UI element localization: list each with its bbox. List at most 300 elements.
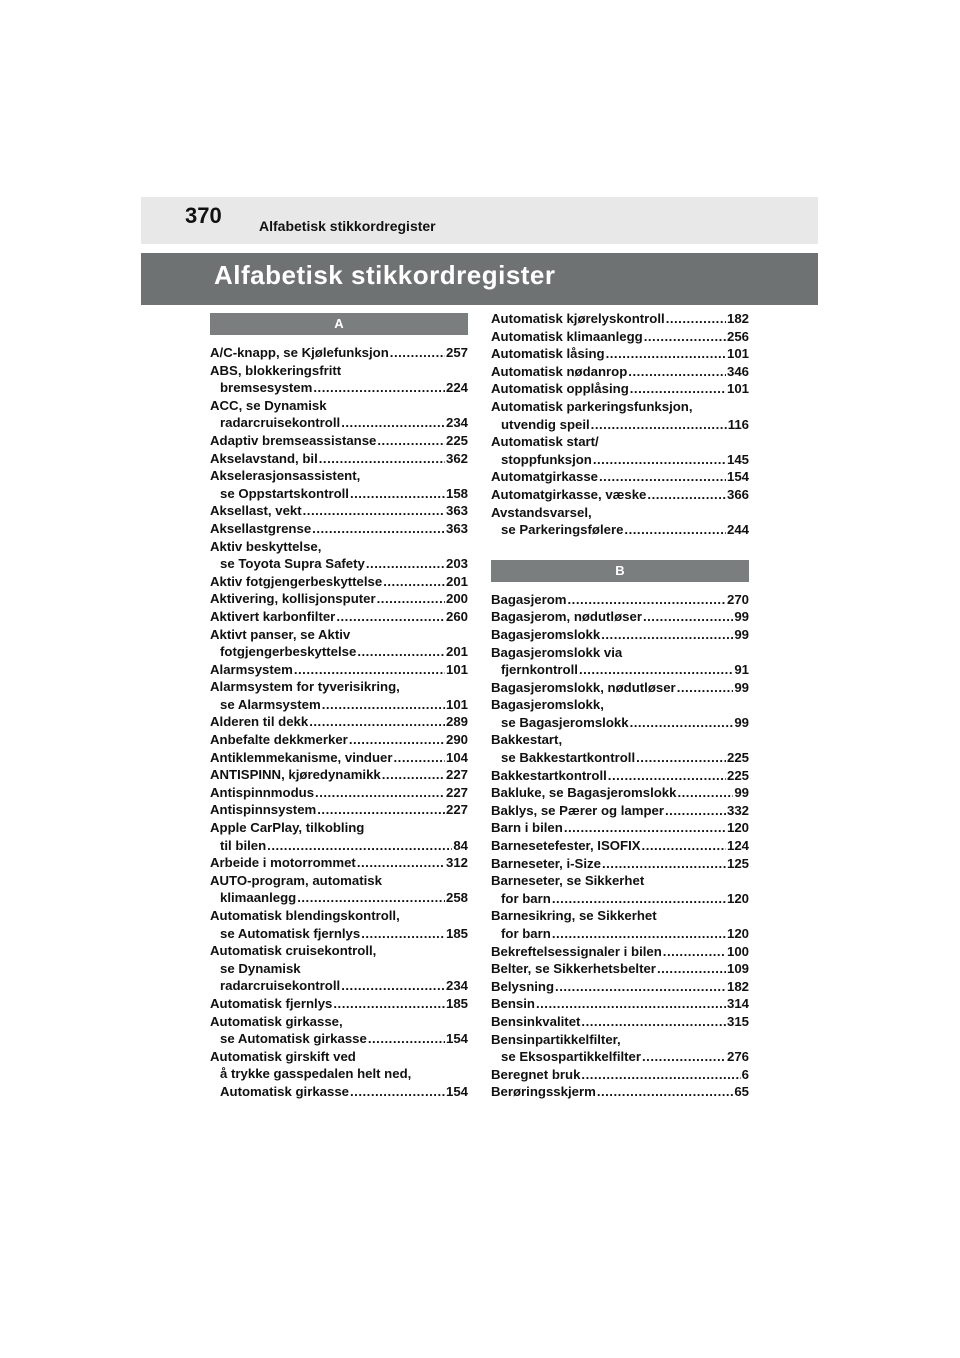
dot-leader xyxy=(336,608,445,626)
index-entry-term xyxy=(491,626,749,644)
index-page-number: 366 xyxy=(726,486,749,502)
index-page-number: 116 xyxy=(727,416,749,432)
index-entry-text: fjernkontroll xyxy=(501,662,578,678)
index-entry-term xyxy=(491,486,749,504)
index-entry-continuation xyxy=(210,925,468,943)
index-entry-text: se Toyota Supra Safety xyxy=(220,556,365,572)
index-entry-text: klimaanlegg xyxy=(220,890,297,906)
title-band xyxy=(141,253,818,305)
dot-leader xyxy=(322,696,445,714)
dot-leader xyxy=(602,855,726,873)
index-entry-term xyxy=(491,943,749,961)
index-page-number: 158 xyxy=(445,485,468,501)
index-entry-text: Automatisk nødanrop xyxy=(491,363,628,379)
index-entry-continuation xyxy=(210,889,468,907)
index-entry-text: radarcruisekontroll xyxy=(220,415,341,431)
index-entry-term xyxy=(491,1066,749,1084)
index-page-number: 270 xyxy=(726,591,749,607)
dot-leader xyxy=(630,380,726,398)
index-entry-term xyxy=(491,907,749,925)
index-entry-term xyxy=(491,644,749,662)
dot-leader xyxy=(624,521,726,539)
index-entry xyxy=(491,995,749,1013)
index-entry-continuation xyxy=(491,661,749,679)
index-page-number: 101 xyxy=(445,661,468,677)
index-entry-text: Beregnet bruk xyxy=(491,1066,581,1082)
index-entry xyxy=(210,626,468,661)
index-entry-term xyxy=(210,749,468,767)
dot-leader xyxy=(366,555,445,573)
index-entry-text: se Parkeringsfølere xyxy=(501,522,624,538)
index-entry-term xyxy=(491,1083,749,1101)
index-page-number: 65 xyxy=(734,1084,749,1100)
index-entry-text: utvendig speil xyxy=(501,416,590,432)
index-entry-term xyxy=(491,872,749,890)
dot-leader xyxy=(657,960,726,978)
dot-leader xyxy=(357,643,445,661)
index-page-number: 120 xyxy=(726,926,749,941)
index-entry-text: for barn xyxy=(501,926,551,941)
index-entry-continuation xyxy=(491,749,749,767)
index-entry xyxy=(491,907,749,942)
index-page-number: 258 xyxy=(445,890,468,906)
index-entry xyxy=(210,573,468,591)
index-entry-term xyxy=(491,1013,749,1031)
index-entry-text: Antiklemmekanisme, vinduer xyxy=(210,749,393,765)
index-page-number: 276 xyxy=(726,1049,749,1065)
index-entry xyxy=(210,713,468,731)
page-number: 370 xyxy=(185,203,222,228)
index-entry-text: se Dynamisk xyxy=(220,960,301,976)
index-page-number: 109 xyxy=(726,961,749,977)
index-entry xyxy=(210,784,468,802)
index-entry-text: Akselavstand, bil xyxy=(210,450,318,466)
index-entry xyxy=(491,608,749,626)
index-entry-text: se Alarmsystem xyxy=(220,696,321,712)
index-entry xyxy=(491,767,749,785)
dot-leader xyxy=(601,626,733,644)
index-entry-text: ACC, se Dynamisk xyxy=(210,397,327,413)
index-entry-text: Alarmsystem xyxy=(210,661,293,677)
dot-leader xyxy=(383,573,445,591)
index-entry xyxy=(210,450,468,468)
index-entry-term xyxy=(491,468,749,486)
index-entry-term xyxy=(491,731,749,749)
index-page-number: 234 xyxy=(445,415,468,431)
index-entry-text: Automatgirkasse xyxy=(491,469,599,485)
index-entry-term xyxy=(210,907,468,925)
index-entry-term xyxy=(210,995,468,1013)
index-page-number: 101 xyxy=(445,696,468,712)
index-entry-continuation xyxy=(210,379,468,397)
index-entry-term xyxy=(491,380,749,398)
index-page-number: 101 xyxy=(726,381,749,397)
index-entry xyxy=(210,995,468,1013)
index-entry-text: Baklys, se Pærer og lamper xyxy=(491,802,664,818)
index-entry-term xyxy=(210,397,468,415)
dot-leader xyxy=(677,679,734,697)
index-entry xyxy=(491,819,749,837)
running-header xyxy=(141,197,818,244)
index-entry-term xyxy=(210,432,468,450)
index-page-number: 154 xyxy=(726,469,749,485)
index-entry-text: til bilen xyxy=(220,837,267,853)
index-entry-continuation xyxy=(210,1083,468,1101)
index-page-number: 84 xyxy=(453,837,468,853)
index-entry-term xyxy=(491,591,749,609)
index-entry xyxy=(491,679,749,697)
index-entry-continuation xyxy=(210,555,468,573)
dot-leader xyxy=(349,731,445,749)
index-entry xyxy=(210,819,468,854)
index-entry xyxy=(210,661,468,679)
index-entry-continuation xyxy=(210,977,468,995)
index-entry-term xyxy=(210,538,468,556)
index-page-number: 256 xyxy=(726,328,749,344)
index-page-number: 200 xyxy=(445,591,468,607)
index-entry-term xyxy=(491,433,749,451)
index-entry xyxy=(210,766,468,784)
index-entry-text: Barneseter, i-Size xyxy=(491,855,601,871)
index-entry-text: Bagasjerom xyxy=(491,591,567,607)
index-entry-text: Adaptiv bremseassistanse xyxy=(210,432,377,448)
index-entry xyxy=(491,345,749,363)
index-entry-continuation xyxy=(210,643,468,661)
index-page-number: 314 xyxy=(726,996,749,1012)
index-column-right xyxy=(491,310,749,1101)
index-entry xyxy=(491,626,749,644)
index-entry xyxy=(210,872,468,907)
index-entry-text: Automatisk girskift ved xyxy=(210,1048,356,1064)
index-page-number: 227 xyxy=(445,784,468,800)
index-entry-continuation xyxy=(210,696,468,714)
index-entry-term xyxy=(491,978,749,996)
dot-leader xyxy=(309,713,445,731)
index-entry-continuation xyxy=(210,485,468,503)
index-entry-text: se Oppstartskontroll xyxy=(220,485,349,501)
dot-leader xyxy=(666,310,726,328)
dot-leader xyxy=(643,608,733,626)
index-entry-term xyxy=(491,696,749,714)
index-entry-text: stoppfunksjon xyxy=(501,451,592,467)
dot-leader xyxy=(368,1030,445,1048)
index-entry xyxy=(210,362,468,397)
index-entry-term xyxy=(210,626,468,644)
index-entry-term xyxy=(210,713,468,731)
index-entry-continuation xyxy=(210,837,468,855)
index-page-number: 225 xyxy=(726,767,749,783)
index-entry-term xyxy=(210,1013,468,1031)
dot-leader xyxy=(382,766,445,784)
dot-leader xyxy=(642,837,726,855)
index-page-number: 244 xyxy=(726,522,749,538)
index-entry-text: Automatisk parkeringsfunksjon, xyxy=(491,398,693,414)
dot-leader xyxy=(341,977,445,995)
dot-leader xyxy=(361,925,445,943)
index-page-number: 99 xyxy=(734,785,749,801)
index-page-number: 362 xyxy=(445,450,468,466)
index-page-number: 363 xyxy=(445,503,468,519)
index-entry-continuation xyxy=(491,416,749,434)
index-entry-term xyxy=(491,310,749,328)
index-page-number: 6 xyxy=(741,1066,749,1082)
index-entry-text: Automatisk girkasse, xyxy=(210,1013,343,1029)
dot-leader xyxy=(390,344,445,362)
index-entry-continuation xyxy=(491,451,749,469)
index-entry xyxy=(210,678,468,713)
dot-leader xyxy=(294,661,445,679)
index-page-number: 315 xyxy=(726,1013,749,1029)
index-page-number: 203 xyxy=(445,556,468,572)
index-entry-term xyxy=(491,995,749,1013)
index-entry-text: Aktiv beskyttelse, xyxy=(210,538,322,554)
index-entry-term xyxy=(210,819,468,837)
index-entry-term xyxy=(210,678,468,696)
index-page-number: 182 xyxy=(726,311,749,326)
index-entry-term xyxy=(210,450,468,468)
dot-leader xyxy=(536,995,726,1013)
index-entry-text: Automatisk start/ xyxy=(491,434,599,450)
index-page-number: 346 xyxy=(726,363,749,379)
dot-leader xyxy=(665,802,726,820)
index-entry xyxy=(210,1048,468,1101)
index-entry-term xyxy=(491,679,749,697)
index-entry-term xyxy=(210,502,468,520)
dot-leader xyxy=(315,784,445,802)
index-page-number: 185 xyxy=(445,995,468,1011)
dot-leader xyxy=(317,801,445,819)
index-entry xyxy=(210,608,468,626)
index-entry-text: bremsesystem xyxy=(220,380,313,396)
index-entry-text: Bagasjerom, nødutløser xyxy=(491,609,642,625)
index-page-number: 260 xyxy=(445,608,468,624)
index-entry xyxy=(491,328,749,346)
dot-leader xyxy=(636,749,726,767)
index-entry-term xyxy=(210,608,468,626)
index-page-number: 100 xyxy=(726,943,749,959)
index-entry-term xyxy=(210,784,468,802)
dot-leader xyxy=(552,925,726,943)
index-page-number: 227 xyxy=(445,802,468,818)
index-entry xyxy=(210,520,468,538)
index-entry-continuation xyxy=(491,925,749,943)
index-entry-text: ANTISPINN, kjøredynamikk xyxy=(210,767,381,783)
index-entry xyxy=(491,784,749,802)
index-entry-text: Bagasjeromslokk via xyxy=(491,644,623,660)
index-entry-term xyxy=(491,328,749,346)
index-entry-text: fotgjengerbeskyttelse xyxy=(220,644,357,660)
index-entry-text: se Bagasjeromslokk xyxy=(501,714,629,730)
index-entry-text: se Automatisk girkasse xyxy=(220,1031,367,1047)
index-entry xyxy=(210,432,468,450)
index-entry xyxy=(210,907,468,942)
index-page-number: 234 xyxy=(445,978,468,994)
index-entry-text: Bekreftelsessignaler i bilen xyxy=(491,943,662,959)
dot-leader xyxy=(593,451,726,469)
index-entry xyxy=(210,801,468,819)
index-page-number: 201 xyxy=(445,644,468,660)
index-entry-text: Aktivering, kollisjonsputer xyxy=(210,591,376,607)
index-entry-text: Belysning xyxy=(491,978,555,994)
index-entry-term xyxy=(491,363,749,381)
index-entry xyxy=(491,1031,749,1066)
index-entry-text: Barnesikring, se Sikkerhet xyxy=(491,908,657,924)
index-entry xyxy=(491,696,749,731)
running-header-title: Alfabetisk stikkordregister xyxy=(259,218,436,234)
dot-leader xyxy=(555,978,726,996)
index-page-number: 227 xyxy=(445,767,468,783)
index-entry-text: ABS, blokkeringsfritt xyxy=(210,362,342,378)
section-letter-bar: B xyxy=(491,560,749,582)
index-entry-term xyxy=(491,960,749,978)
dot-leader xyxy=(581,1013,726,1031)
index-entry-term xyxy=(210,573,468,591)
dot-leader xyxy=(581,1066,740,1084)
index-entry xyxy=(491,468,749,486)
dot-leader xyxy=(319,450,445,468)
dot-leader xyxy=(568,591,726,609)
index-entry-term xyxy=(491,345,749,363)
index-entry-text: se Automatisk fjernlys xyxy=(220,925,361,941)
index-column-left xyxy=(210,313,468,1101)
index-entry-term xyxy=(491,855,749,873)
index-page-number: 91 xyxy=(734,662,749,678)
index-entry-term xyxy=(491,837,749,855)
index-entry-term xyxy=(210,590,468,608)
index-page-number: 182 xyxy=(726,978,749,994)
index-entry-term xyxy=(210,801,468,819)
index-entry-term xyxy=(210,731,468,749)
index-entry-text: Akselerasjonsassistent, xyxy=(210,468,361,484)
index-entry-term xyxy=(210,1048,468,1066)
index-page-number: 225 xyxy=(726,750,749,766)
index-entry-text: Barnesetefester, ISOFIX xyxy=(491,838,641,854)
index-entry-term xyxy=(491,398,749,416)
index-entry-text: radarcruisekontroll xyxy=(220,978,341,994)
dot-leader xyxy=(599,468,726,486)
index-entry-continuation xyxy=(491,890,749,908)
index-entry-text: Automatisk kjørelyskontroll xyxy=(491,311,665,326)
index-entry xyxy=(210,749,468,767)
index-entry-term xyxy=(210,872,468,890)
index-entry-text: Berøringsskjerm xyxy=(491,1084,596,1100)
index-page-number: 154 xyxy=(445,1031,468,1047)
index-entry-term xyxy=(210,854,468,872)
index-entry xyxy=(491,978,749,996)
index-page-number: 120 xyxy=(726,820,749,836)
dot-leader xyxy=(663,943,726,961)
dot-leader xyxy=(552,890,726,908)
index-entry-text: for barn xyxy=(501,890,551,906)
index-page-number: 120 xyxy=(726,890,749,906)
index-page-number: 225 xyxy=(445,432,468,448)
index-entry-text: Avstandsvarsel, xyxy=(491,504,592,520)
index-entry-continuation xyxy=(210,960,468,978)
index-page-number: 312 xyxy=(445,855,468,871)
dot-leader xyxy=(591,416,727,434)
dot-leader xyxy=(267,837,452,855)
dot-leader xyxy=(341,414,445,432)
index-entry-text: A/C-knapp, se Kjølefunksjon xyxy=(210,345,389,360)
index-entry-continuation xyxy=(491,521,749,539)
dot-leader xyxy=(644,328,726,346)
index-entry-text: Bensinkvalitet xyxy=(491,1013,581,1029)
index-page-number: 124 xyxy=(726,838,749,854)
index-entry-term xyxy=(210,362,468,380)
dot-leader xyxy=(350,485,445,503)
index-entry xyxy=(210,590,468,608)
index-page-number: 99 xyxy=(734,609,749,625)
index-entry xyxy=(491,398,749,433)
dot-leader xyxy=(608,767,726,785)
dot-leader xyxy=(642,1048,726,1066)
index-page-number: 224 xyxy=(445,380,468,396)
dot-leader xyxy=(628,363,726,381)
index-entry xyxy=(210,502,468,520)
index-entry-text: Automatisk cruisekontroll, xyxy=(210,943,377,959)
index-entry-term xyxy=(210,766,468,784)
index-entry xyxy=(210,397,468,432)
index-entry-text: Aksellastgrense xyxy=(210,520,312,536)
index-page-number: 99 xyxy=(734,679,749,695)
dot-leader xyxy=(377,432,445,450)
index-page-number: 101 xyxy=(726,346,749,362)
index-entry-text: Aktivert karbonfilter xyxy=(210,608,336,624)
dot-leader xyxy=(312,520,445,538)
index-entry-text: Barneseter, se Sikkerhet xyxy=(491,873,645,889)
index-entry-term xyxy=(210,520,468,538)
index-page-number: 290 xyxy=(445,732,468,748)
index-entry-text: Apple CarPlay, tilkobling xyxy=(210,820,365,836)
dot-leader xyxy=(350,1083,445,1101)
index-entry xyxy=(491,380,749,398)
index-entry xyxy=(210,467,468,502)
dot-leader xyxy=(377,590,445,608)
index-entry-term xyxy=(491,802,749,820)
index-entry xyxy=(491,837,749,855)
index-entry xyxy=(491,504,749,539)
index-entry xyxy=(491,310,749,328)
index-entry-text: Alderen til dekk xyxy=(210,714,309,730)
index-entry-text: se Bakkestartkontroll xyxy=(501,750,636,766)
index-page-number: 289 xyxy=(445,714,468,730)
index-page-number: 363 xyxy=(445,520,468,536)
index-entry xyxy=(491,943,749,961)
dot-leader xyxy=(297,889,445,907)
index-entry-text: Belter, se Sikkerhetsbelter xyxy=(491,961,656,977)
index-entry-continuation xyxy=(210,414,468,432)
index-entry-text: Anbefalte dekkmerker xyxy=(210,732,348,748)
index-entry-term xyxy=(491,608,749,626)
index-entry-text: Automatgirkasse, væske xyxy=(491,486,647,502)
index-entry xyxy=(491,855,749,873)
index-entry-term xyxy=(491,1031,749,1049)
index-entry-text: Bakkestartkontroll xyxy=(491,767,607,783)
index-page-number: 201 xyxy=(445,573,468,589)
index-entry-text: Automatisk klimaanlegg xyxy=(491,328,643,344)
index-entry xyxy=(210,731,468,749)
dot-leader xyxy=(394,749,445,767)
index-entry xyxy=(210,344,468,362)
index-entry-text: Aktivt panser, se Aktiv xyxy=(210,626,351,642)
index-entry-text: AUTO-program, automatisk xyxy=(210,872,382,888)
index-entry-text: Barn i bilen xyxy=(491,820,563,836)
index-entry xyxy=(491,1013,749,1031)
index-entry-term xyxy=(210,661,468,679)
index-entry xyxy=(491,363,749,381)
index-page-number: 145 xyxy=(726,451,749,467)
index-entry-text: Bakluke, se Bagasjeromslokk xyxy=(491,785,677,801)
